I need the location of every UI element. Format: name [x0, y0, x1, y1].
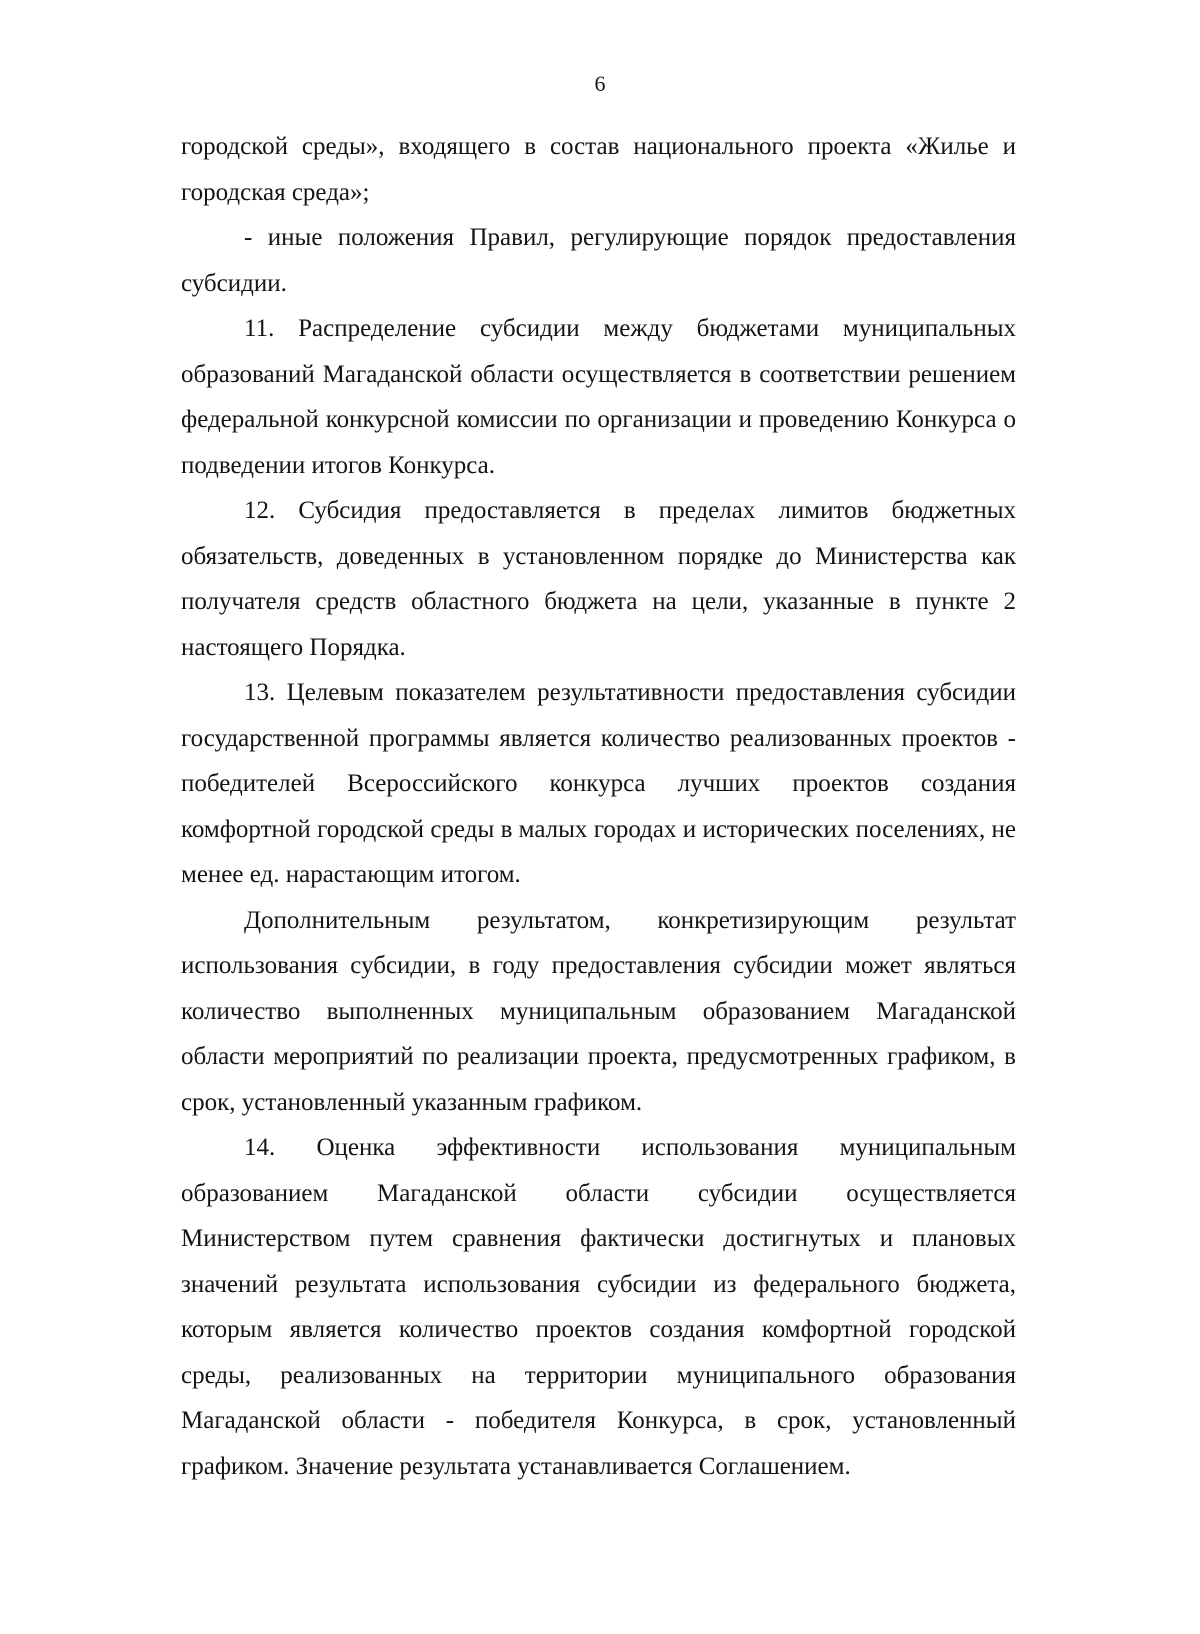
paragraph-item-14: 14. Оценка эффективности использования муниципальным образованием Магаданской области субсидии осуществляется Министерством путем сравнения фактически достигнутых и плановых значений результата использования субсидии из федерального бюджета, которым является количество проектов создания комфортной городской среды, реализованных на территории муниципального образования Магаданской области - победителя Конкурса, в срок, установленный графиком. Значение результата устанавливается Соглашением.	[181, 1134, 1016, 1480]
page-number: 6	[594, 71, 606, 96]
paragraph-item-13: 13. Целевым показателем результативности предоставления субсидии государственной программы является количество реализованных проектов - победителей Всероссийского конкурса лучших проектов создания комфортной городской среды в малых городах и исторических поселениях, не менее ед. нарастающим итогом.	[181, 679, 1016, 888]
paragraph-additional-result: Дополнительным результатом, конкретизирующим результат использования субсидии, в году предоставления субсидии может являться количество выполненных муниципальным образованием Магаданской области мероприятий по реализации проекта, предусмотренных графиком, в срок, установленный указанным графиком.	[181, 906, 1016, 1116]
paragraph-item-11: 11. Распределение субсидии между бюджетами муниципальных образований Магаданской области осуществляется в соответствии решением федеральной конкурсной комиссии по организации и проведению Конкурса о подведении итогов Конкурса.	[181, 315, 1016, 479]
paragraph-other-provisions: - иные положения Правил, регулирующие порядок предоставления субсидии.	[181, 224, 1016, 297]
paragraph-item-12: 12. Субсидия предоставляется в пределах лимитов бюджетных обязательств, доведенных в установленном порядке до Министерства как получателя средств областного бюджета на цели, указанные в пункте 2 настоящего Порядка.	[181, 497, 1016, 661]
paragraph-continuation: городской среды», входящего в состав национального проекта «Жилье и городская среда»;	[181, 133, 1016, 206]
document-body	[181, 124, 1016, 1489]
